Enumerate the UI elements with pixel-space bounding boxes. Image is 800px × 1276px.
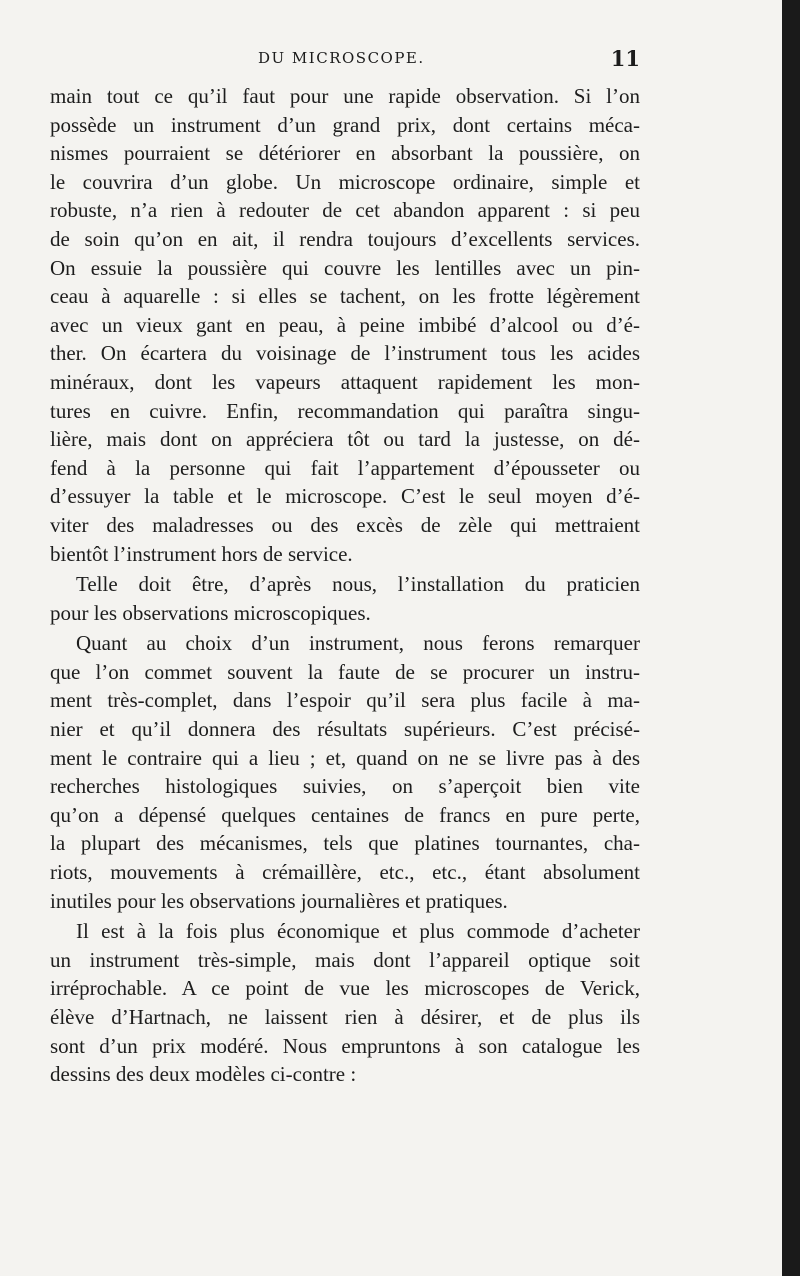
running-title: DU MICROSCOPE.	[258, 49, 425, 67]
page-edge-shadow	[782, 0, 800, 1276]
text-line: avec un vieux gant en peau, à peine imbibé d’alcool ou d’é-	[50, 312, 640, 337]
text-line: inutiles pour les observations journalières et pratiques.	[50, 888, 508, 913]
text-line: riots, mouvements à crémaillère, etc., etc., étant absolument	[50, 860, 640, 885]
text-line: ceau à aquarelle : si elles se tachent, on les frotte légèrement	[50, 284, 640, 309]
text-line: possède un instrument d’un grand prix, dont certains méca-	[50, 112, 640, 137]
page-header	[46, 46, 640, 70]
text-line: dessins des deux modèles ci-contre :	[50, 1062, 357, 1087]
text-line: le couvrira d’un globe. Un microscope ordinaire, simple et	[50, 169, 640, 194]
text-line: viter des maladresses ou des excès de zèle qui mettraient	[50, 512, 640, 537]
text-line: nismes pourraient se détériorer en absorbant la poussière, on	[50, 141, 640, 166]
text-line: d’essuyer la table et le microscope. C’est le seul moyen d’é-	[50, 484, 640, 509]
text-line: minéraux, dont les vapeurs attaquent rapidement les mon-	[50, 369, 640, 394]
text-line: fend à la personne qui fait l’appartement d’épousseter ou	[50, 455, 640, 480]
text-line: Quant au choix d’un instrument, nous ferons remarquer	[76, 631, 640, 656]
body-text	[50, 82, 640, 1089]
paragraph-installation	[50, 570, 640, 627]
paragraph-care-of-instrument	[50, 82, 640, 568]
text-line: Telle doit être, d’après nous, l’installation du praticien	[76, 572, 640, 597]
text-line: On essuie la poussière qui couvre les lentilles avec un pin-	[50, 255, 640, 280]
paragraph-choice-of-instrument	[50, 629, 640, 915]
text-line: ment le contraire qui a lieu ; et, quand on ne se livre pas à des	[50, 745, 640, 770]
text-line: bientôt l’instrument hors de service.	[50, 541, 353, 566]
text-line: que l’on commet souvent la faute de se procurer un instru-	[50, 659, 640, 684]
text-line: recherches histologiques suivies, on s’aperçoit bien vite	[50, 774, 640, 799]
text-line: la plupart des mécanismes, tels que platines tournantes, cha-	[50, 831, 640, 856]
text-line: main tout ce qu’il faut pour une rapide observation. Si l’on	[50, 84, 640, 108]
text-line: qu’on a dépensé quelques centaines de francs en pure perte,	[50, 802, 640, 827]
text-line: tures en cuivre. Enfin, recommandation qui paraîtra singu-	[50, 398, 640, 423]
text-line: ment très-complet, dans l’espoir qu’il sera plus facile à ma-	[50, 688, 640, 713]
paragraph-verick-microscopes	[50, 917, 640, 1089]
text-line: nier et qu’il donnera des résultats supérieurs. C’est précisé-	[50, 717, 640, 742]
text-line: Il est à la fois plus économique et plus commode d’acheter	[76, 919, 640, 944]
text-line: lière, mais dont on appréciera tôt ou tard la justesse, on dé-	[50, 427, 640, 452]
page-number: 11	[610, 46, 640, 71]
text-line: un instrument très-simple, mais dont l’appareil optique soit	[50, 947, 640, 972]
text-line: de soin qu’on en ait, il rendra toujours d’excellents services.	[50, 226, 640, 251]
text-line: ther. On écartera du voisinage de l’instrument tous les acides	[50, 341, 640, 366]
text-line: robuste, n’a rien à redouter de cet abandon apparent : si peu	[50, 198, 640, 223]
text-line: pour les observations microscopiques.	[50, 600, 371, 625]
text-line: élève d’Hartnach, ne laissent rien à désirer, et de plus ils	[50, 1005, 640, 1029]
text-line: irréprochable. A ce point de vue les microscopes de Verick,	[50, 976, 640, 1001]
text-line: sont d’un prix modéré. Nous empruntons à son catalogue les	[50, 1033, 640, 1058]
